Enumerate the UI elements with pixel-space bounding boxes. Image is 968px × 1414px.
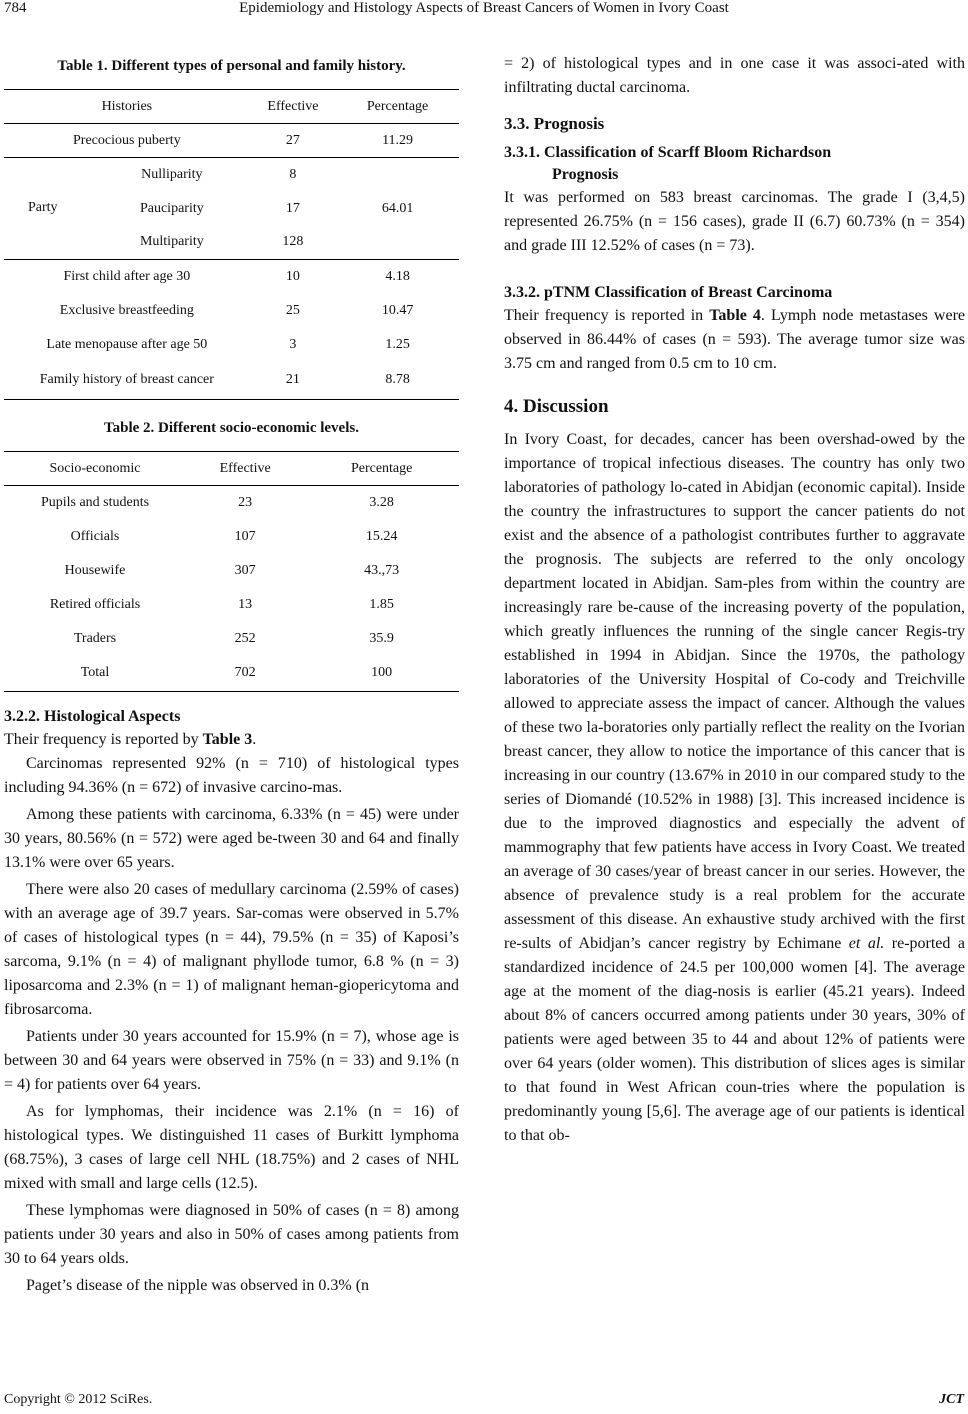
row-effective: 23 bbox=[238, 494, 253, 510]
row-effective: 25 bbox=[285, 302, 300, 318]
table-reference: Table 3 bbox=[202, 731, 253, 748]
row-effective: 13 bbox=[238, 596, 253, 612]
paragraph: Paget’s disease of the nipple was observed in 0.3% (n bbox=[26, 1277, 370, 1294]
text-run: Their frequency is reported in bbox=[504, 307, 710, 324]
row-percentage: 11.29 bbox=[382, 132, 414, 148]
row-label: First child after age 30 bbox=[63, 268, 191, 284]
row-effective: 107 bbox=[234, 528, 256, 544]
text-run: . bbox=[252, 731, 257, 748]
row-percentage: 100 bbox=[371, 665, 393, 681]
row-percentage: 8.78 bbox=[385, 372, 410, 388]
table-row bbox=[4, 294, 459, 328]
table1-col-percentage: Percentage bbox=[366, 98, 429, 114]
paragraph: As for lymphomas, their incidence was 2.1% (n = 16) of histological types. We distinguished 11 cases of Burkitt lymphoma (68.75%), 3 cases of large cell NHL (18.75%) and 2 cases of NHL mixed with small and large cells (12.5). bbox=[4, 1103, 459, 1192]
paragraph: There were also 20 cases of medullary carcinoma (2.59% of cases) with an average age of 39.7 years. Sar-comas were observed in 5.7% of cases of histological types (n = 44), 79.5% (n = 35) of Kaposi’s sarcoma, 9.1% (n = 4) of malignant phyllode tumor, 6.8 % (n = 3) liposarcoma and 2.3% (n = 1) of malignant heman-giopericytoma and fibrosarcoma. bbox=[4, 881, 459, 1018]
paragraph: Carcinomas represented 92% (n = 710) of histological types including 94.36% (n = 672) of invasive carcino-mas. bbox=[4, 755, 459, 796]
row-effective: 252 bbox=[234, 630, 256, 646]
table1-col-histories: Histories bbox=[101, 98, 153, 114]
text-run: Their frequency is reported by bbox=[4, 731, 203, 748]
text-italic: et al. bbox=[848, 935, 885, 952]
party-percentage: 64.01 bbox=[381, 200, 414, 216]
row-label: Total bbox=[80, 665, 110, 681]
row-percentage: 15.24 bbox=[365, 528, 398, 544]
row-percentage: 1.85 bbox=[369, 596, 394, 612]
section-heading-sbr-cont: Prognosis bbox=[552, 166, 619, 183]
row-label: Pupils and students bbox=[40, 494, 150, 510]
running-header bbox=[0, 0, 968, 22]
row-percentage: 1.25 bbox=[385, 336, 410, 352]
table1-header-row bbox=[4, 90, 459, 124]
row-percentage: 4.18 bbox=[385, 268, 410, 284]
row-label: Traders bbox=[73, 630, 117, 646]
row-effective: 3 bbox=[289, 336, 297, 352]
party-label: Party bbox=[28, 200, 58, 215]
right-column bbox=[504, 52, 965, 1148]
row-label: Precocious puberty bbox=[73, 132, 181, 148]
row-percentage: 43.,73 bbox=[364, 562, 400, 578]
table1-col-effective: Effective bbox=[267, 98, 319, 114]
table-row bbox=[4, 656, 459, 692]
row-effective: 307 bbox=[234, 562, 256, 578]
table-row bbox=[4, 520, 459, 554]
row-label: Officials bbox=[70, 528, 120, 544]
row-label: Pauciparity bbox=[139, 200, 204, 216]
row-percentage: 10.47 bbox=[381, 302, 414, 318]
journal-abbrev: JCT bbox=[939, 1392, 964, 1407]
table1-caption: Table 1. Different types of personal and family history. bbox=[57, 58, 406, 74]
paragraph bbox=[504, 428, 965, 1148]
row-effective: 17 bbox=[285, 200, 300, 216]
copyright: Copyright © 2012 SciRes. bbox=[4, 1392, 153, 1407]
row-effective: 702 bbox=[234, 665, 256, 681]
row-label: Family history of breast cancer bbox=[39, 372, 214, 388]
section-heading-discussion: 4. Discussion bbox=[504, 396, 609, 417]
row-effective: 10 bbox=[285, 268, 300, 284]
text-run: In Ivory Coast, for decades, cancer has been overshad-owed by the importance of tropical infectious diseases. The country has only two laboratories of pathology lo-cated in Abidjan (economic capital). Inside the country the infrastructures to support the cancer patients do not exist and the absence of a pathologist contributes further to aggravate the prognosis. The subjects are referred to the only oncology department located in Abidjan. Sam-ples from within the country are increasingly rare be-cause of the increasing poverty of the population, which greatly influences the running of the single cancer Regis-try established in 1994 in Abidjan. Since the 1970s, the pathology laboratories of the University Hospital of Co-cody and Treichville allowed to appreciate assess the impact of cancer. Although the values of these two la-boratories only partially reflect the reality on the Ivorian breast cancer, they allow to notice the importance of this cancer that is increasing in our country (13.67% in 2010 in our compared study to the series of Diomandé (10.52% in 1988) [3]. This increased incidence is due to the improved diagnostics and especially the advent of mammography that few patients have access in Ivory Coast. We treated an average of 30 cases/year of breast cancer in our series. However, the absence of prevalence study is a real problem for the accurate assessment of this disease. An exhaustive study archived with the first re-sults of Abidjan’s cancer registry by Echimane bbox=[504, 431, 965, 952]
table-row bbox=[4, 554, 459, 588]
table2-caption: Table 2. Different socio-economic levels. bbox=[104, 420, 359, 436]
row-label: Nulliparity bbox=[141, 166, 203, 182]
paragraph: It was performed on 583 breast carcinomas. The grade I (3,4,5) represented 26.75% (n = 156 cases), grade II (6.7) 60.73% (n = 354) and grade III 12.52% of cases (n = 73). bbox=[504, 189, 965, 254]
table2-col-effective: Effective bbox=[219, 460, 271, 476]
text-run: . Lymph node metastases were observed in 86.44% of cases (n = 593). The average tumor size was 3.75 cm and ranged from 0.5 cm to 10 cm. bbox=[504, 307, 965, 372]
page-number: 784 bbox=[4, 0, 27, 16]
row-percentage: 3.28 bbox=[369, 494, 394, 510]
page-footer bbox=[4, 1392, 964, 1408]
paragraph: These lymphomas were diagnosed in 50% of cases (n = 8) among patients under 30 years and also in 50% of cases among patients from 30 to 64 years olds. bbox=[4, 1202, 459, 1267]
paragraph bbox=[4, 728, 459, 752]
table-row bbox=[4, 622, 459, 656]
table2-header-row bbox=[4, 452, 459, 486]
table2-col-percentage: Percentage bbox=[350, 460, 413, 476]
running-title: Epidemiology and Histology Aspects of Breast Cancers of Women in Ivory Coast bbox=[239, 0, 729, 16]
table1 bbox=[4, 89, 459, 400]
text-run: re-ported a standardized incidence of 24.5 per 100,000 women [4]. The average age at the moment of the diag-nosis is earlier (45.21 years). Indeed about 8% of cancers occurred among patients under 30 years, 30% of patients were aged between 35 to 44 and about 12% of patients were over 64 years (older women). This distribution of slices ages is similar to that found in West African coun-tries where the population is predominantly young [5,6]. The average age of our patients is identical to that ob- bbox=[504, 935, 965, 1144]
table-row bbox=[4, 588, 459, 622]
row-label: Late menopause after age 50 bbox=[46, 336, 208, 352]
row-label: Retired officials bbox=[49, 596, 141, 612]
paragraph bbox=[504, 304, 965, 376]
table-row bbox=[4, 328, 459, 362]
row-label: Exclusive breastfeeding bbox=[59, 302, 194, 318]
paragraph: Patients under 30 years accounted for 15.9% (n = 7), whose age is between 30 and 64 years were observed in 75% (n = 33) and 9.1% (n = 4) for patients over 64 years. bbox=[4, 1028, 459, 1093]
section-heading-ptnm: 3.3.2. pTNM Classification of Breast Carcinoma bbox=[504, 284, 833, 301]
row-label: Housewife bbox=[64, 562, 126, 578]
row-label: Multiparity bbox=[139, 234, 204, 250]
table-row bbox=[4, 124, 459, 158]
table-row bbox=[4, 158, 459, 192]
table2-col-socio: Socio-economic bbox=[49, 460, 141, 476]
table-reference: Table 4 bbox=[709, 307, 761, 324]
section-heading-sbr: 3.3.1. Classification of Scarff Bloom Richardson bbox=[504, 144, 832, 161]
paragraph: = 2) of histological types and in one case it was associ-ated with infiltrating ductal carcinoma. bbox=[504, 55, 965, 96]
row-effective: 27 bbox=[285, 132, 300, 148]
paragraph: Among these patients with carcinoma, 6.33% (n = 45) were under 30 years, 80.56% (n = 572) were aged be-tween 30 and 64 and finally 13.1% were over 65 years. bbox=[4, 806, 459, 871]
section-heading-prognosis: 3.3. Prognosis bbox=[504, 114, 605, 133]
table-row bbox=[4, 486, 459, 520]
row-effective: 8 bbox=[289, 166, 297, 182]
table-row bbox=[4, 362, 459, 400]
section-heading-histology: 3.2.2. Histological Aspects bbox=[4, 708, 181, 725]
table2 bbox=[4, 451, 459, 692]
row-percentage: 35.9 bbox=[369, 630, 394, 646]
row-effective: 21 bbox=[285, 372, 300, 388]
table-row bbox=[4, 260, 459, 294]
row-effective: 128 bbox=[282, 234, 304, 250]
left-column bbox=[4, 50, 459, 1298]
